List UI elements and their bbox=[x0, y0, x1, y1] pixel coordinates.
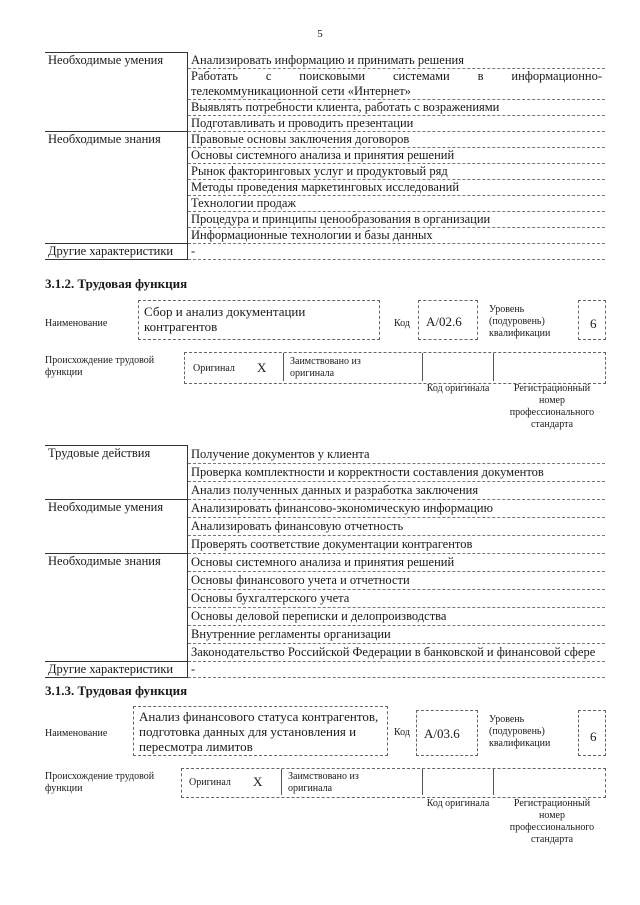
list-item: Информационные технологии и базы данных bbox=[188, 227, 606, 243]
origin-divider bbox=[283, 353, 284, 381]
list-item: Рынок факторинговых услуг и продуктовый ряд bbox=[188, 163, 606, 179]
list-item: Анализировать финансовую отчетность bbox=[188, 517, 606, 535]
row-label-skills: Необходимые умения bbox=[45, 53, 188, 132]
code-original-label: Код оригинала bbox=[426, 798, 490, 809]
borrowed-label: Заимствовано из оригинала bbox=[290, 356, 361, 379]
reg-number-label: Регистрационный номер профессионального стандарта bbox=[509, 798, 595, 845]
origin-divider bbox=[422, 353, 423, 381]
row-label-other: Другие характеристики bbox=[45, 661, 188, 677]
level-value: 6 bbox=[590, 729, 597, 744]
list-item: Основы финансового учета и отчетности bbox=[188, 571, 606, 589]
origin-divider bbox=[422, 769, 423, 795]
table-row bbox=[45, 243, 605, 259]
characteristics-table-1 bbox=[45, 52, 605, 260]
table-row bbox=[45, 131, 605, 147]
row-label-skills: Необходимые умения bbox=[45, 499, 188, 553]
list-item: Анализ полученных данных и разработка заключения bbox=[188, 481, 606, 499]
row-label-actions: Трудовые действия bbox=[45, 446, 188, 500]
code-value: A/02.6 bbox=[426, 314, 462, 329]
list-item: Основы деловой переписки и делопроизводства bbox=[188, 607, 606, 625]
name-label: Наименование bbox=[45, 728, 108, 739]
origin-divider bbox=[493, 353, 494, 381]
table-row bbox=[45, 446, 605, 464]
list-item: Основы системного анализа и принятия решений bbox=[188, 147, 606, 163]
code-original-label: Код оригинала bbox=[426, 383, 490, 394]
characteristics-table-2 bbox=[45, 445, 605, 678]
original-mark: X bbox=[257, 360, 267, 375]
code-label: Код bbox=[394, 318, 410, 329]
table-row bbox=[45, 499, 605, 517]
list-item: Выявлять потребности клиента, работать с возражениями bbox=[188, 99, 606, 115]
section-heading-3-1-3: 3.1.3. Трудовая функция bbox=[45, 683, 188, 698]
level-label: Уровень (подуровень) квалификации bbox=[489, 714, 551, 749]
list-item: Анализировать информацию и принимать решения bbox=[188, 53, 606, 69]
reg-number-label: Регистрационный номер профессионального стандарта bbox=[509, 383, 595, 430]
list-item: Проверять соответствие документации контрагентов bbox=[188, 535, 606, 553]
section-heading-3-1-2: 3.1.2. Трудовая функция bbox=[45, 276, 188, 291]
origin-box bbox=[184, 352, 606, 384]
origin-label: Происхождение трудовой функции bbox=[45, 355, 155, 378]
list-item: Законодательство Российской Федерации в банковской и финансовой сфере bbox=[188, 643, 606, 661]
origin-label: Происхождение трудовой функции bbox=[45, 771, 155, 794]
row-label-knowledge: Необходимые знания bbox=[45, 553, 188, 661]
code-value: A/03.6 bbox=[424, 726, 460, 741]
level-value: 6 bbox=[590, 316, 597, 331]
borrowed-label: Заимствовано из оригинала bbox=[288, 771, 359, 794]
origin-divider bbox=[493, 769, 494, 795]
list-item: Проверка комплектности и корректности составления документов bbox=[188, 463, 606, 481]
list-item: Работать с поисковыми системами в информационно-телекоммуникационной сети «Интернет» bbox=[188, 68, 606, 99]
original-label: Оригинал bbox=[193, 363, 235, 374]
list-item: Технологии продаж bbox=[188, 195, 606, 211]
list-item: Получение документов у клиента bbox=[188, 446, 606, 464]
list-item: - bbox=[188, 243, 606, 259]
origin-box bbox=[181, 768, 606, 798]
level-label: Уровень (подуровень) квалификации bbox=[489, 304, 551, 339]
list-item: Процедура и принципы ценообразования в организации bbox=[188, 211, 606, 227]
page-number: 5 bbox=[317, 28, 323, 40]
row-label-knowledge: Необходимые знания bbox=[45, 131, 188, 243]
list-item: Основы системного анализа и принятия решений bbox=[188, 553, 606, 571]
list-item: Подготавливать и проводить презентации bbox=[188, 115, 606, 131]
row-label-other: Другие характеристики bbox=[45, 243, 188, 259]
list-item: Анализировать финансово-экономическую информацию bbox=[188, 499, 606, 517]
original-mark: X bbox=[253, 774, 263, 789]
list-item: - bbox=[188, 661, 606, 677]
name-label: Наименование bbox=[45, 318, 108, 329]
table-row bbox=[45, 53, 605, 69]
table-row bbox=[45, 553, 605, 571]
origin-divider bbox=[281, 769, 282, 795]
code-label: Код bbox=[394, 727, 410, 738]
original-label: Оригинал bbox=[189, 777, 231, 788]
table-row bbox=[45, 661, 605, 677]
list-item: Внутренние регламенты организации bbox=[188, 625, 606, 643]
list-item: Основы бухгалтерского учета bbox=[188, 589, 606, 607]
list-item: Методы проведения маркетинговых исследований bbox=[188, 179, 606, 195]
function-name: Анализ финансового статуса контрагентов, подготовка данных для установления и пересмотра лимитов bbox=[139, 709, 379, 754]
list-item: Правовые основы заключения договоров bbox=[188, 131, 606, 147]
function-name: Сбор и анализ документации контрагентов bbox=[144, 304, 306, 334]
